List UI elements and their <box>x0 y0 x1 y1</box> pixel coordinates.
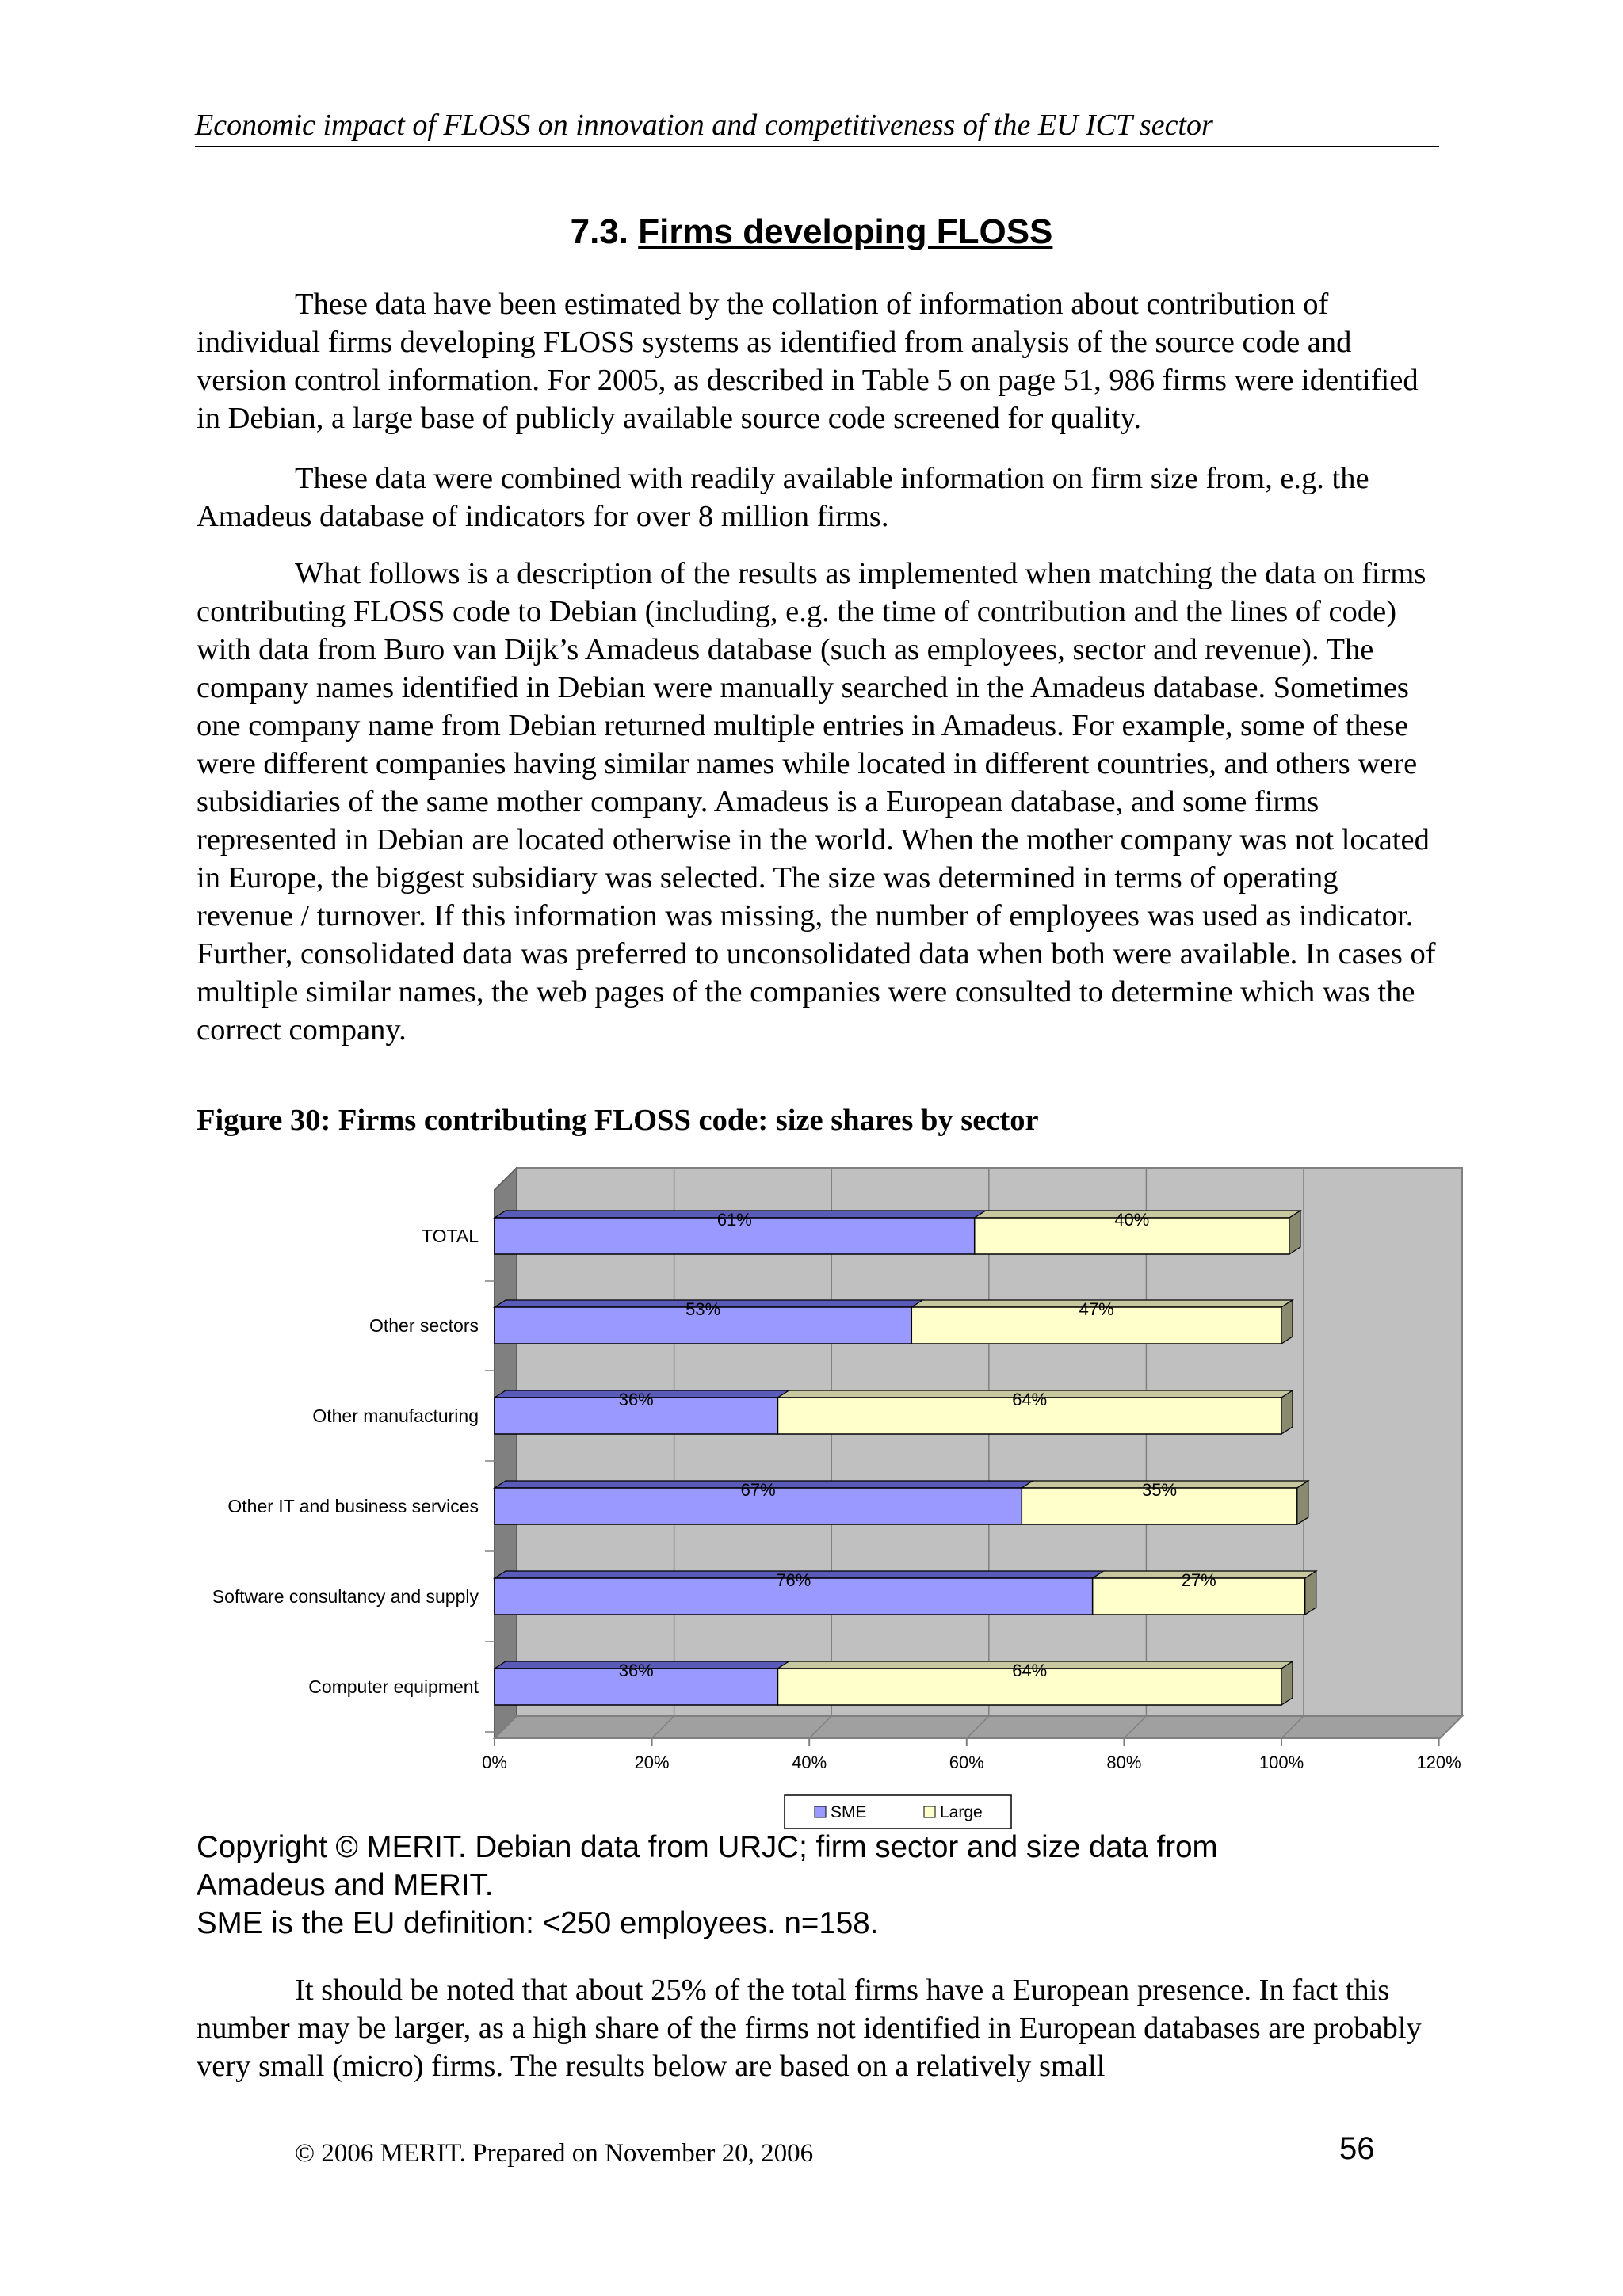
category-label: Software consultancy and supply <box>212 1586 479 1607</box>
note-line: Copyright © MERIT. Debian data from URJC; firm sector and size data from <box>197 1830 1218 1864</box>
bar-value-label: 61% <box>716 1210 752 1230</box>
x-tick-label: 80% <box>1106 1753 1142 1772</box>
bar-end-face <box>1305 1571 1316 1615</box>
footer-copyright: © 2006 MERIT. Prepared on November 20, 2006 <box>295 2139 814 2168</box>
bar-value-label: 27% <box>1181 1570 1216 1590</box>
figure-caption: Figure 30: Firms contributing FLOSS code: size shares by sector <box>197 1104 1039 1137</box>
x-tick-label: 40% <box>792 1753 827 1772</box>
section-title-text: Firms developing FLOSS <box>638 212 1053 251</box>
note-line: Amadeus and MERIT. <box>197 1868 494 1902</box>
bar-end-face <box>1297 1481 1308 1524</box>
category-label: Other sectors <box>369 1315 479 1336</box>
x-tick-label: 0% <box>482 1753 507 1772</box>
bar-end-face <box>1281 1390 1293 1434</box>
category-label: Other manufacturing <box>312 1405 479 1426</box>
category-labels <box>212 1226 495 1732</box>
x-tick-label: 100% <box>1258 1753 1304 1772</box>
bar-value-label: 47% <box>1079 1299 1114 1319</box>
bar-value-label: 76% <box>776 1570 812 1590</box>
bar-end-face <box>1281 1300 1293 1344</box>
running-header: Economic impact of FLOSS on innovation and competitiveness of the EU ICT sector <box>195 108 1439 147</box>
category-label: Other IT and business services <box>227 1496 479 1516</box>
bar-value-label: 36% <box>618 1661 654 1680</box>
bar-value-label: 67% <box>740 1480 776 1500</box>
paragraph: What follows is a description of the results as implemented when matching the data on firms contributing FLOSS code to Debian (including, e.g. the time of contribution and the lines of code) with data from Buro van Dijk’s Amadeus database (such as employees, sector and revenue). The company names identified in Debian were manually searched in the Amadeus database. Sometimes one company name from Debian returned multiple entries in Amadeus. For example, some of these were different companies having similar names while located in different countries, and others were subsidiaries of the same mother company. Amadeus is a European database, and some firms represented in Debian are located otherwise in the world. When the mother company was not located in Europe, the biggest subsidiary was selected. The size was determined in terms of operating revenue / turnover. If this information was missing, the number of employees was used as indicator. Further, consolidated data was preferred to unconsolidated data when both were available. In cases of multiple similar names, the web pages of the companies were consulted to determine which was the correct company. <box>197 557 1436 1047</box>
legend-swatch-large <box>924 1806 935 1817</box>
x-tick-label: 60% <box>949 1753 984 1772</box>
bar-value-label: 64% <box>1012 1661 1048 1680</box>
bar-value-label: 40% <box>1114 1210 1150 1230</box>
bar-value-label: 36% <box>618 1390 654 1409</box>
bar-value-label: 53% <box>685 1299 721 1319</box>
bar-end-face <box>1281 1661 1293 1705</box>
category-label: TOTAL <box>422 1226 479 1246</box>
legend-label-sme: SME <box>831 1803 867 1821</box>
legend <box>785 1795 1011 1829</box>
section-number: 7.3. <box>570 212 628 251</box>
paragraph: It should be noted that about 25% of the total firms have a European presence. In fact this number may be larger, as a high share of the firms not identified in European databases are probably very small (micro) firms. The results below are based on a relatively small <box>197 1974 1422 2083</box>
paragraph: These data were combined with readily available information on firm size from, e.g. the Amadeus database of indicators for over 8 million firms. <box>197 462 1369 533</box>
page-number: 56 <box>1339 2131 1375 2166</box>
bar-end-face <box>1289 1211 1300 1254</box>
x-tick-label: 120% <box>1416 1753 1461 1772</box>
paragraph: These data have been estimated by the collation of information about contribution of individual firms developing FLOSS systems as identified from analysis of the source code and version control information. For 2005, as described in Table 5 on page 51, 986 firms were identified in Debian, a large base of publicly available source code screened for quality. <box>197 288 1419 435</box>
note-line: SME is the EU definition: <250 employees. n=158. <box>197 1906 879 1940</box>
category-label: Computer equipment <box>308 1676 479 1697</box>
x-tick-label: 20% <box>634 1753 670 1772</box>
x-axis-ticks <box>482 1738 1461 1772</box>
bar-value-label: 35% <box>1142 1480 1178 1500</box>
closing-paragraph-block <box>197 1971 1441 2085</box>
figure-source-note <box>197 1829 1465 1943</box>
legend-swatch-sme <box>815 1806 826 1817</box>
legend-label-large: Large <box>940 1803 983 1821</box>
bar-value-label: 64% <box>1012 1390 1048 1409</box>
